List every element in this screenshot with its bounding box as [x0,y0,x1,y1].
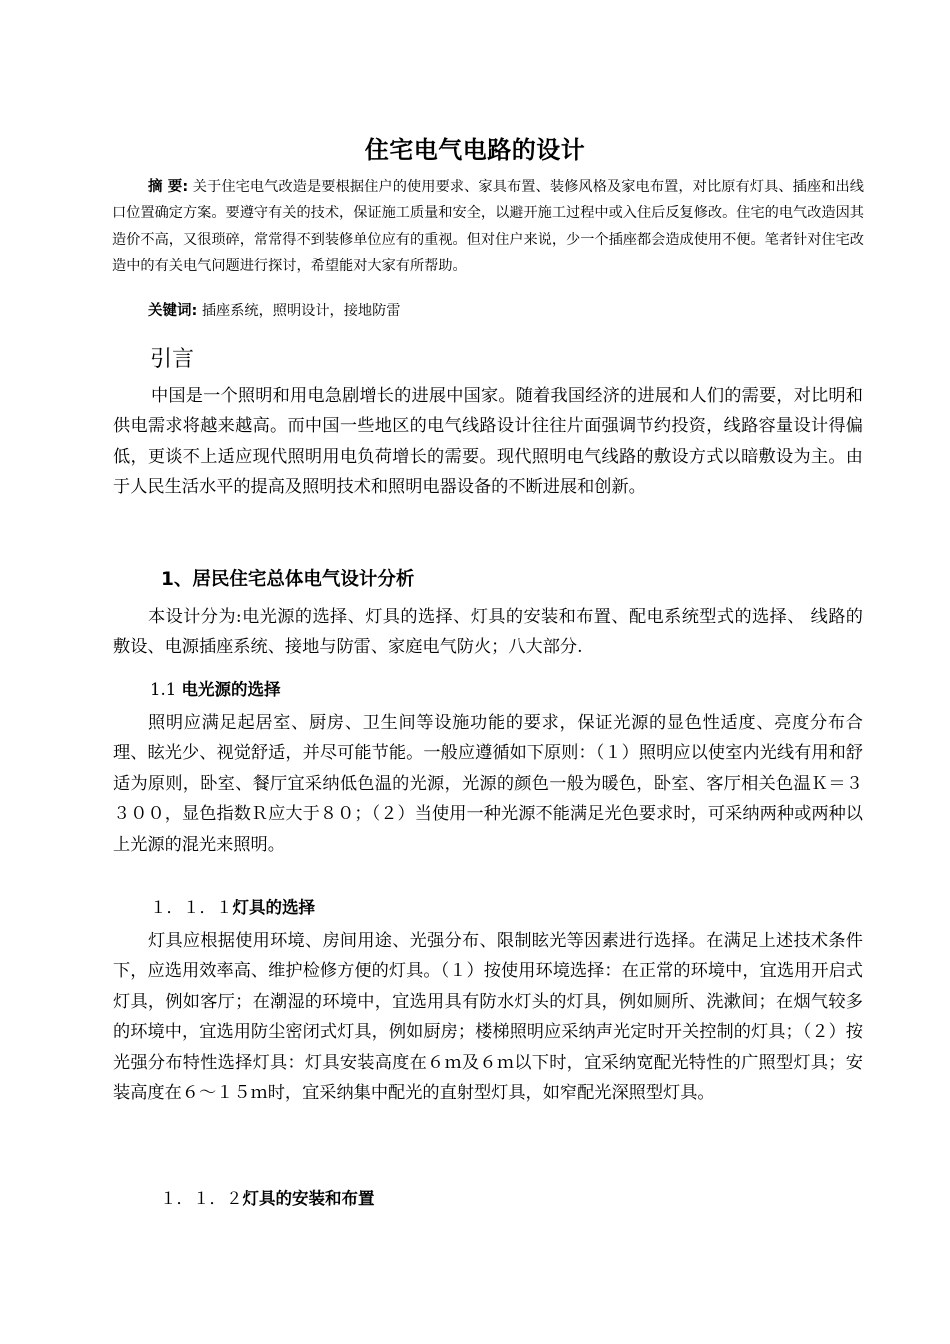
keywords-label: 关键词: [148,303,198,319]
section-1-1-1-number: １．１．１ [150,898,233,917]
abstract [112,174,864,279]
abstract-paragraph [112,174,864,279]
section-1-1-heading [150,675,281,705]
intro-heading: 引言 [150,347,195,372]
section-1-1-number: 1.1 [150,680,177,699]
section-1-1-2-heading [160,1184,375,1214]
section-1-1-1-paragraph: 灯具应根据使用环境、房间用途、光强分布、限制眩光等因素进行选择。在满足上述技术条件下，应选用效率高、维护检修方便的灯具。（１）按使用环境选择：在正常的环境中，宜选用开启式灯具，例如客厅；在潮湿的环境中，宜选用具有防水灯头的灯具，例如厕所、洗漱间；在烟气较多的环境中，宜选用防尘密闭式灯具，例如厨房；楼梯照明应采纳声光定时开关控制的灯具；（２）按光强分布特性选择灯具：灯具安装高度在６ｍ及６ｍ以下时，宜采纳宽配光特性的广照型灯具；安装高度在６～１５ｍ时，宜采纳集中配光的直射型灯具，如窄配光深照型灯具。 [113,931,863,1104]
abstract-label: 摘 要: [148,179,189,195]
section-1-paragraph: 本设计分为:电光源的选择、灯具的选择、灯具的安装和布置、配电系统型式的选择、 线路的敷设、电源插座系统、接地与防雷、家庭电气防火；八大部分. [113,607,863,658]
intro-paragraph: 中国是一个照明和用电急剧增长的进展中国家。随着我国经济的进展和人们的需要，对比明和供电需求将越来越高。而中国一些地区的电气线路设计往往片面强调节约投资，线路容量设计得偏低，更谈不上适应现代照明用电负荷增长的需要。现代照明电气线路的敷设方式以暗敷设为主。由于人民生活水平的提高及照明技术和照明电器设备的不断进展和创新。 [113,386,863,498]
section-1-1-2-number: １．１．２ [160,1189,243,1208]
section-1-heading: 1、居民住宅总体电气设计分析 [161,569,415,590]
abstract-text: 关于住宅电气改造是要根据住户的使用要求、家具布置、装修风格及家电布置，对比原有灯具、插座和出线口位置确定方案。要遵守有关的技术，保证施工质量和安全，以避开施工过程中或入住后反复修改。住宅的电气改造因其造价不高，又很琐碎，常常得不到装修单位应有的重视。但对住户来说，少一个插座都会造成使用不便。笔者针对住宅改造中的有关电气问题进行探讨，希望能对大家有所帮助。 [112,179,864,274]
section-1-1-1-heading [150,893,315,923]
section-1-1-1-title: 灯具的选择 [232,898,315,917]
section-1-1-2-title: 灯具的安装和布置 [242,1189,375,1208]
document-title: 住宅电气电路的设计 [364,136,586,164]
keywords [148,298,400,324]
keywords-text: 插座系统，照明设计，接地防雷 [197,303,401,319]
section-1-1-title: 电光源的选择 [181,680,281,699]
section-1-1-paragraph: 照明应满足起居室、厨房、卫生间等设施功能的要求，保证光源的显色性适度、亮度分布合理、眩光少、视觉舒适，并尽可能节能。一般应遵循如下原则：（１）照明应以使室内光线有用和舒适为原则，卧室、餐厅宜采纳低色温的光源，光源的颜色一般为暖色，卧室、客厅相关色温Ｋ＝３３００，显色指数Ｒ应大于８０；（２）当使用一种光源不能满足光色要求时，可采纳两种或两种以上光源的混光来照明。 [113,713,863,855]
